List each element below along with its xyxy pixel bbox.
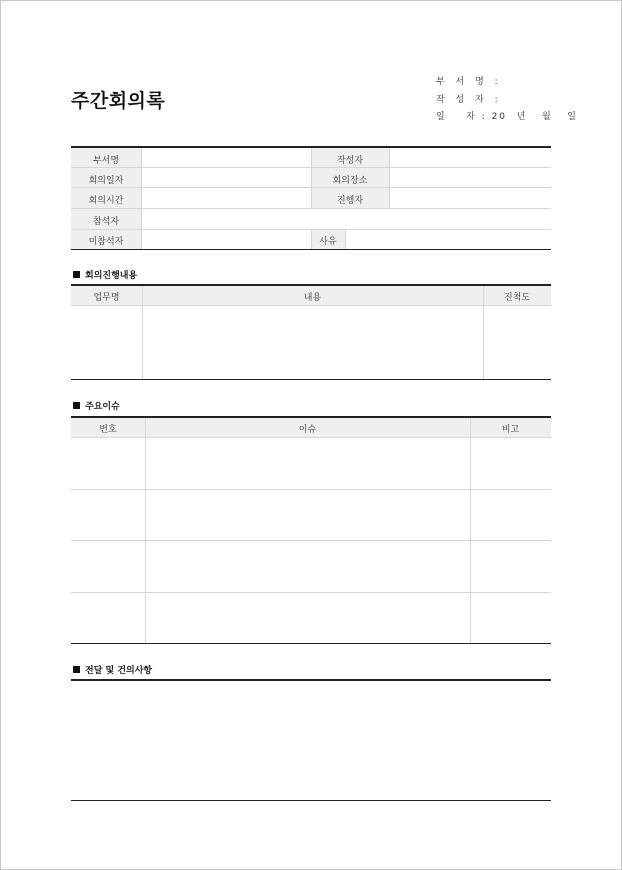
col-note-header: 비고 <box>501 425 520 435</box>
reason-label: 사유 <box>319 237 337 247</box>
attendees-label: 참석자 <box>92 217 120 227</box>
col-content-header: 내용 <box>303 293 322 303</box>
progress-cell[interactable] <box>484 306 551 379</box>
meeting-place-field[interactable] <box>390 168 551 187</box>
issues-table-top-border <box>71 416 551 418</box>
square-bullet-icon <box>73 271 80 278</box>
info-table-top-border <box>71 146 551 148</box>
issues-section-title: 주요이슈 <box>85 402 120 412</box>
progress-section-heading <box>73 268 137 281</box>
meta-dept-label: 부 서 명 : <box>436 77 502 87</box>
host-label: 진행자 <box>336 196 364 206</box>
col-progress-header: 진척도 <box>503 293 531 303</box>
suggestions-section-heading <box>73 663 152 676</box>
absentees-label: 미참석자 <box>88 237 124 247</box>
dept-field[interactable] <box>142 149 310 167</box>
reason-field[interactable] <box>346 230 551 249</box>
meta-date-label: 일 자 : 20 년 월 일 <box>436 112 579 122</box>
progress-table-bottom-border <box>71 379 551 380</box>
content-cell[interactable] <box>143 306 483 379</box>
square-bullet-icon <box>73 666 80 673</box>
col-issue-header: 이슈 <box>298 425 317 435</box>
meeting-time-field[interactable] <box>142 188 310 208</box>
suggestions-top-border <box>71 679 551 681</box>
task-cell[interactable] <box>71 306 142 379</box>
meeting-date-field[interactable] <box>142 168 310 187</box>
col-divider <box>470 418 471 643</box>
page-title: 주간회의록 <box>71 90 166 112</box>
issue-cell[interactable] <box>146 593 470 643</box>
attendees-field[interactable] <box>142 209 551 229</box>
progress-table-top-border <box>71 284 551 286</box>
issues-table-bottom-border <box>71 643 551 644</box>
absentees-field[interactable] <box>142 230 310 249</box>
col-task-header: 업무명 <box>93 293 120 303</box>
dept-label: 부서명 <box>92 156 120 166</box>
suggestions-section-title: 전달 및 건의사항 <box>85 666 153 676</box>
meeting-time-label: 회의시간 <box>88 196 124 206</box>
square-bullet-icon <box>73 402 80 409</box>
col-no-header: 번호 <box>99 425 117 435</box>
meta-writer-label: 작 성 자 : <box>436 95 502 105</box>
progress-section-title: 회의진행내용 <box>85 271 138 281</box>
issue-cell[interactable] <box>146 541 470 592</box>
meeting-place-label: 회의장소 <box>332 176 368 186</box>
suggestions-area[interactable] <box>71 682 551 800</box>
issue-cell[interactable] <box>146 438 470 489</box>
writer-label: 작성자 <box>336 156 364 166</box>
host-field[interactable] <box>390 188 551 208</box>
issue-cell[interactable] <box>146 490 470 540</box>
writer-field[interactable] <box>390 149 551 167</box>
issues-section-heading <box>73 399 120 412</box>
suggestions-bottom-border <box>71 800 551 801</box>
meeting-date-label: 회의일자 <box>88 176 124 186</box>
info-table-bottom-border <box>71 249 551 250</box>
